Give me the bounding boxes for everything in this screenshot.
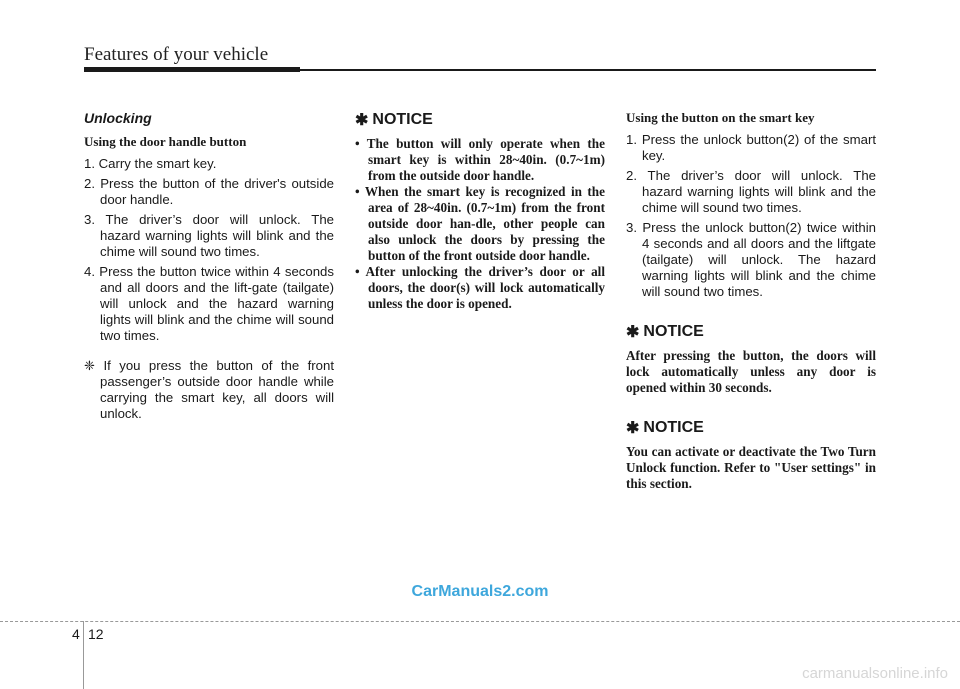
list-item: 1. Carry the smart key. (84, 156, 217, 171)
subheading-smart-key: Using the button on the smart key (626, 110, 815, 125)
notice-star-icon: ✱ (626, 420, 640, 437)
page-number: 12 (88, 626, 104, 642)
list-item: 3. Press the unlock button(2) twice within 4 seconds and all doors and the liftgate (tailgate) will unlock. The hazard warning lights will blink and the chime will sound two times. (626, 220, 876, 299)
footer-rule (0, 621, 960, 622)
step-list (84, 156, 334, 344)
column-notice (355, 110, 605, 312)
notice-text: You can activate or deactivate the Two Turn Unlock function. Refer to "User settings" in this section. (626, 444, 876, 491)
chapter-number: 4 (72, 626, 80, 642)
list-item: 1. Press the unlock button(2) of the smart key. (626, 132, 876, 163)
notice-heading (626, 418, 876, 438)
subheading-door-handle: Using the door handle button (84, 134, 247, 149)
list-item: 2. Press the button of the driver's outside door handle. (84, 176, 334, 207)
notice-two-turn-unlock (626, 418, 876, 492)
watermark-link[interactable]: CarManuals2.com (411, 583, 549, 600)
page-header-title: Features of your vehicle (84, 44, 269, 65)
notice-heading (626, 322, 876, 342)
notice-title: NOTICE (643, 323, 704, 340)
step-list (626, 132, 876, 300)
notice-heading (355, 110, 605, 130)
notice-text: After pressing the button, the doors will lock automatically unless any door is opened within 30 seconds. (626, 348, 876, 395)
notice-star-icon: ✱ (355, 112, 369, 129)
list-item: 2. The driver’s door will unlock. The hazard warning lights will blink and the chime will sound two times. (626, 168, 876, 215)
note-front-passenger: ❈ If you press the button of the front passenger’s outside door handle while carrying the smart key, all doors will unlock. (84, 358, 334, 421)
notice-star-icon: ✱ (626, 324, 640, 341)
notice-list (355, 136, 605, 312)
column-door-handle (84, 110, 334, 422)
notice-auto-lock (626, 322, 876, 396)
list-item: 3. The driver’s door will unlock. The hazard warning lights will blink and the chime will sound two times. (84, 212, 334, 259)
column-smart-key (626, 110, 876, 492)
list-item: • The button will only operate when the smart key is within 28~40in. (0.7~1m) from the outside door handle. (355, 136, 605, 183)
notice-title: NOTICE (643, 419, 704, 436)
notice-title: NOTICE (372, 111, 433, 128)
header-rule (300, 69, 876, 71)
list-item: • When the smart key is recognized in the area of 28~40in. (0.7~1m) from the front outside door han-dle, other people can also unlock the doors by pressing the button of the front outside door handle. (355, 184, 605, 263)
page-number-divider (83, 621, 84, 689)
section-title: Unlocking (84, 110, 152, 126)
list-item: 4. Press the button twice within 4 seconds and all doors and the lift-gate (tailgate) will unlock and the hazard warning lights will blink and the chime will sound two times. (84, 264, 334, 343)
site-watermark: carmanualsonline.info (802, 665, 948, 682)
header-bar (84, 67, 300, 72)
list-item: • After unlocking the driver’s door or all doors, the door(s) will lock automatically unless the door is opened. (355, 264, 605, 311)
